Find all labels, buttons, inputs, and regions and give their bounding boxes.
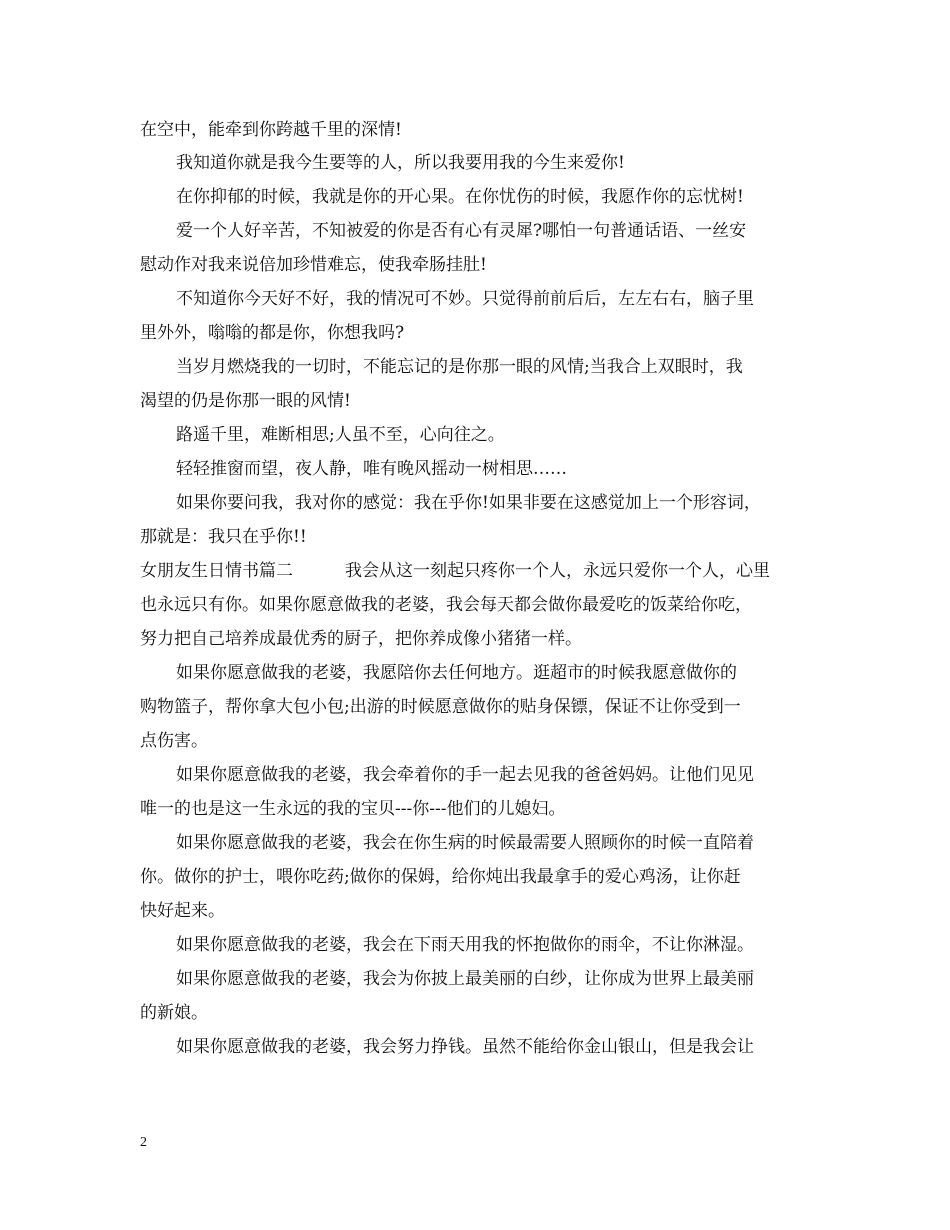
text-line: 慰动作对我来说倍加珍惜难忘，使我牵肠挂肚! — [140, 255, 487, 275]
text-line: 里外外，嗡嗡的都是你，你想我吗? — [140, 323, 405, 343]
text-line: 努力把自己培养成最优秀的厨子，把你养成像小猪猪一样。 — [140, 629, 582, 649]
text-line: 的新娘。 — [140, 1003, 208, 1023]
paragraph-line: 路遥千里，难断相思;人虽不至，心向往之。 — [176, 425, 505, 445]
paragraph-line: 如果你愿意做我的老婆，我会为你披上最美丽的白纱，让你成为世界上最美丽 — [176, 969, 754, 989]
text-line: 唯一的也是这一生永远的我的宝贝---你---他们的儿媳妇。 — [140, 799, 566, 819]
text-line: 点伤害。 — [140, 731, 208, 751]
paragraph-line: 爱一个人好辛苦，不知被爱的你是否有心有灵犀?哪怕一句普通话语、一丝安 — [176, 221, 747, 241]
text-line: 那就是：我只在乎你!! — [140, 527, 307, 547]
text-line: 你。做你的护士，喂你吃药;做你的保姆，给你炖出我最拿手的爱心鸡汤，让你赶 — [140, 867, 741, 887]
paragraph-line: 不知道你今天好不好，我的情况可不妙。只觉得前前后后，左左右右，脑子里 — [176, 289, 754, 309]
paragraph-line: 如果你要问我，我对你的感觉：我在乎你!如果非要在这感觉加上一个形容词， — [176, 493, 761, 513]
paragraph-line: 轻轻推窗而望，夜人静，唯有晚风摇动一树相思…… — [176, 459, 567, 479]
page-number: 2 — [140, 1135, 147, 1150]
text-line: 也永远只有你。如果你愿意做我的老婆，我会每天都会做你最爱吃的饭菜给你吃， — [140, 595, 752, 615]
text-line: 在空中，能牵到你跨越千里的深情! — [140, 120, 402, 140]
paragraph-line: 当岁月燃烧我的一切时，不能忘记的是你那一眼的风情;当我合上双眼时，我 — [176, 357, 743, 377]
paragraph-line: 如果你愿意做我的老婆，我会在下雨天用我的怀抱做你的雨伞，不让你淋湿。 — [176, 935, 754, 955]
text-line: 快好起来。 — [140, 901, 225, 921]
text-line: 我会从这一刻起只疼你一个人，永远只爱你一个人，心里 — [345, 561, 770, 581]
paragraph-line: 如果你愿意做我的老婆，我会在你生病的时候最需要人照顾你的时候一直陪着 — [176, 833, 754, 853]
paragraph-line: 在你抑郁的时候，我就是你的开心果。在你忧伤的时候，我愿作你的忘忧树! — [176, 187, 744, 207]
section-heading: 女朋友生日情书篇二 — [140, 561, 293, 581]
section-heading-line — [140, 559, 770, 583]
paragraph-line: 如果你愿意做我的老婆，我会努力挣钱。虽然不能给你金山银山，但是我会让 — [176, 1037, 754, 1057]
paragraph-line: 如果你愿意做我的老婆，我会牵着你的手一起去见我的爸爸妈妈。让他们见见 — [176, 765, 754, 785]
paragraph-line: 我知道你就是我今生要等的人，所以我要用我的今生来爱你! — [176, 153, 625, 173]
text-line: 渴望的仍是你那一眼的风情! — [140, 391, 351, 411]
paragraph-line: 如果你愿意做我的老婆，我愿陪你去任何地方。逛超市的时候我愿意做你的 — [176, 663, 737, 683]
text-line: 购物篮子，帮你拿大包小包;出游的时候愿意做你的贴身保镖，保证不让你受到一 — [140, 697, 741, 717]
